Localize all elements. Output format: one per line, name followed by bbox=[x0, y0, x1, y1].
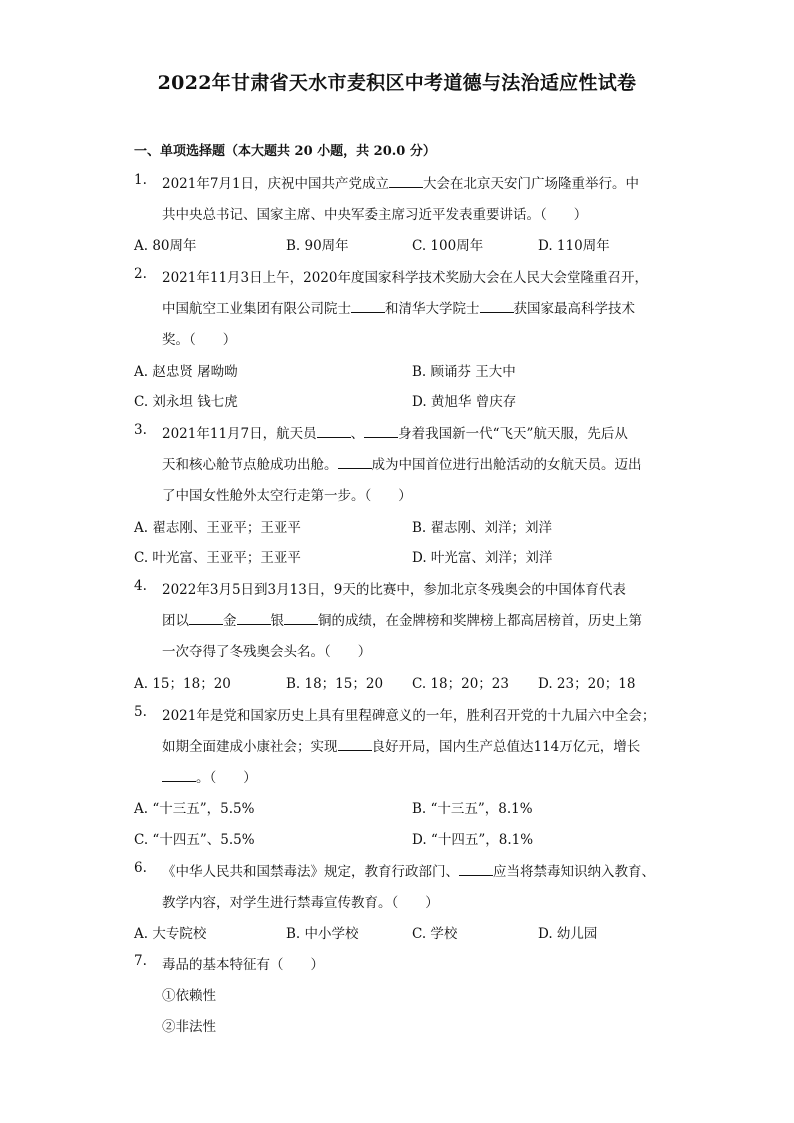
question-text: 团以 bbox=[162, 613, 189, 629]
question-text-line bbox=[162, 860, 655, 880]
answer-option-d: D. 23；20；18 bbox=[538, 676, 636, 692]
question-text-line bbox=[162, 891, 439, 911]
question-text-line bbox=[162, 704, 655, 724]
question-text: 2021年7月1日，庆祝中国共产党成立 bbox=[162, 176, 390, 192]
question-text-line bbox=[162, 578, 626, 598]
answer-option-c: C. 刘永坦 钱七虎 bbox=[134, 394, 238, 410]
answer-option-c: C. 叶光富、王亚平；王亚平 bbox=[134, 550, 301, 566]
answer-option-a: A. 大专院校 bbox=[134, 926, 207, 942]
question-number: 6. bbox=[134, 860, 147, 876]
question-text: 良好开局，国内生产总值达114万亿元，增长 bbox=[371, 739, 641, 755]
statement-item: ②非法性 bbox=[162, 1019, 216, 1035]
answer-option-d: D. 幼儿园 bbox=[538, 926, 598, 942]
question-text-line bbox=[162, 953, 324, 973]
question-text: 成为中国首位进行出舱活动的女航天员。迈出 bbox=[371, 457, 642, 473]
fill-blank bbox=[189, 612, 223, 625]
question-text: 如期全面建成小康社会；实现 bbox=[162, 739, 338, 755]
question-text: 大会在北京天安门广场隆重举行。中 bbox=[423, 176, 640, 192]
answer-option-c: C. 学校 bbox=[412, 926, 458, 942]
question-text-line bbox=[162, 640, 371, 660]
answer-option-d: D. “十四五”，8.1% bbox=[412, 832, 534, 848]
question-number: 3. bbox=[134, 422, 147, 438]
question-text: 《中华人民共和国禁毒法》规定，教育行政部门、 bbox=[162, 864, 459, 880]
answer-option-b: B. 18；15；20 bbox=[286, 676, 384, 692]
answer-option-a: A. 80周年 bbox=[134, 238, 197, 254]
fill-blank bbox=[317, 425, 351, 438]
exam-title: 2022年甘肃省天水市麦积区中考道德与法治适应性试卷 bbox=[157, 72, 637, 94]
question-text: 。（ ） bbox=[196, 770, 257, 786]
fill-blank bbox=[338, 456, 372, 469]
question-text-line bbox=[162, 766, 257, 786]
question-text: 铜的成绩，在金牌榜和奖牌榜上都高居榜首，历史上第 bbox=[318, 613, 642, 629]
question-text: 共中央总书记、国家主席、中央军委主席习近平发表重要讲话。（ ） bbox=[162, 207, 588, 223]
fill-blank bbox=[162, 769, 196, 782]
answer-option-a: A. 翟志刚、王亚平；王亚平 bbox=[134, 520, 301, 536]
answer-option-b: B. 中小学校 bbox=[286, 926, 359, 942]
question-text: 毒品的基本特征有（ ） bbox=[162, 957, 324, 973]
question-text-line bbox=[162, 422, 628, 442]
question-text: 和清华大学院士 bbox=[385, 301, 480, 317]
question-text: 应当将禁毒知识纳入教育、 bbox=[493, 864, 655, 880]
question-text: 天和核心舱节点舱成功出舱。 bbox=[162, 457, 338, 473]
fill-blank bbox=[459, 863, 493, 876]
question-text: 了中国女性舱外太空行走第一步。（ ） bbox=[162, 488, 412, 504]
question-text-line bbox=[162, 453, 642, 473]
question-number: 7. bbox=[134, 953, 147, 969]
question-text: 金 bbox=[223, 613, 237, 629]
fill-blank bbox=[389, 175, 423, 188]
question-text-line bbox=[162, 203, 587, 223]
question-text-line bbox=[162, 735, 640, 755]
answer-option-d: D. 黄旭华 曾庆存 bbox=[412, 394, 517, 410]
answer-option-b: B. “十三五”，8.1% bbox=[412, 801, 533, 817]
answer-option-d: D. 110周年 bbox=[538, 238, 610, 254]
section-heading: 一、单项选择题（本大题共 20 小题，共 20.0 分） bbox=[134, 144, 436, 159]
question-text: 2022年3月5日到3月13日，9天的比赛中，参加北京冬残奥会的中国体育代表 bbox=[162, 582, 626, 598]
fill-blank bbox=[284, 612, 318, 625]
question-text-line bbox=[162, 172, 639, 192]
answer-option-b: B. 90周年 bbox=[286, 238, 349, 254]
answer-option-a: A. “十三五”，5.5% bbox=[134, 801, 255, 817]
question-text: 一次夺得了冬残奥会头名。（ ） bbox=[162, 644, 372, 660]
question-text: 、 bbox=[350, 426, 365, 442]
question-text: 身着我国新一代“飞天”航天服，先后从 bbox=[398, 426, 628, 442]
question-text-line bbox=[162, 484, 412, 504]
question-number: 2. bbox=[134, 266, 147, 282]
fill-blank bbox=[364, 425, 398, 438]
question-text: 2021年11月7日，航天员 bbox=[162, 426, 317, 442]
answer-option-a: A. 赵忠贤 屠呦呦 bbox=[134, 364, 238, 380]
question-text-line bbox=[162, 266, 648, 286]
fill-blank bbox=[480, 300, 514, 313]
question-text: 教学内容，对学生进行禁毒宣传教育。（ ） bbox=[162, 895, 439, 911]
fill-blank bbox=[338, 738, 372, 751]
question-text: 2021年11月3日上午，2020年度国家科学技术奖励大会在人民大会堂隆重召开， bbox=[162, 270, 648, 286]
question-text: 2021年是党和国家历史上具有里程碑意义的一年，胜利召开党的十九届六中全会； bbox=[162, 708, 656, 724]
answer-option-b: B. 翟志刚、刘洋；刘洋 bbox=[412, 520, 553, 536]
question-text-line bbox=[162, 297, 635, 317]
answer-option-c: C. “十四五”、5.5% bbox=[134, 832, 255, 848]
question-number: 5. bbox=[134, 704, 147, 720]
question-text-line bbox=[162, 328, 236, 348]
question-text: 中国航空工业集团有限公司院士 bbox=[162, 301, 351, 317]
answer-option-c: C. 100周年 bbox=[412, 238, 484, 254]
fill-blank bbox=[351, 300, 385, 313]
question-number: 1. bbox=[134, 172, 147, 188]
answer-option-c: C. 18；20；23 bbox=[412, 676, 509, 692]
question-text-line bbox=[162, 609, 642, 629]
question-text: 银 bbox=[270, 613, 284, 629]
question-text: 获国家最高科学技术 bbox=[513, 301, 635, 317]
answer-option-b: B. 顾诵芬 王大中 bbox=[412, 364, 516, 380]
answer-option-a: A. 15；18；20 bbox=[134, 676, 231, 692]
statement-item: ①依赖性 bbox=[162, 988, 216, 1004]
fill-blank bbox=[237, 612, 271, 625]
question-text: 奖。（ ） bbox=[162, 332, 237, 348]
question-number: 4. bbox=[134, 578, 147, 594]
answer-option-d: D. 叶光富、刘洋；刘洋 bbox=[412, 550, 553, 566]
